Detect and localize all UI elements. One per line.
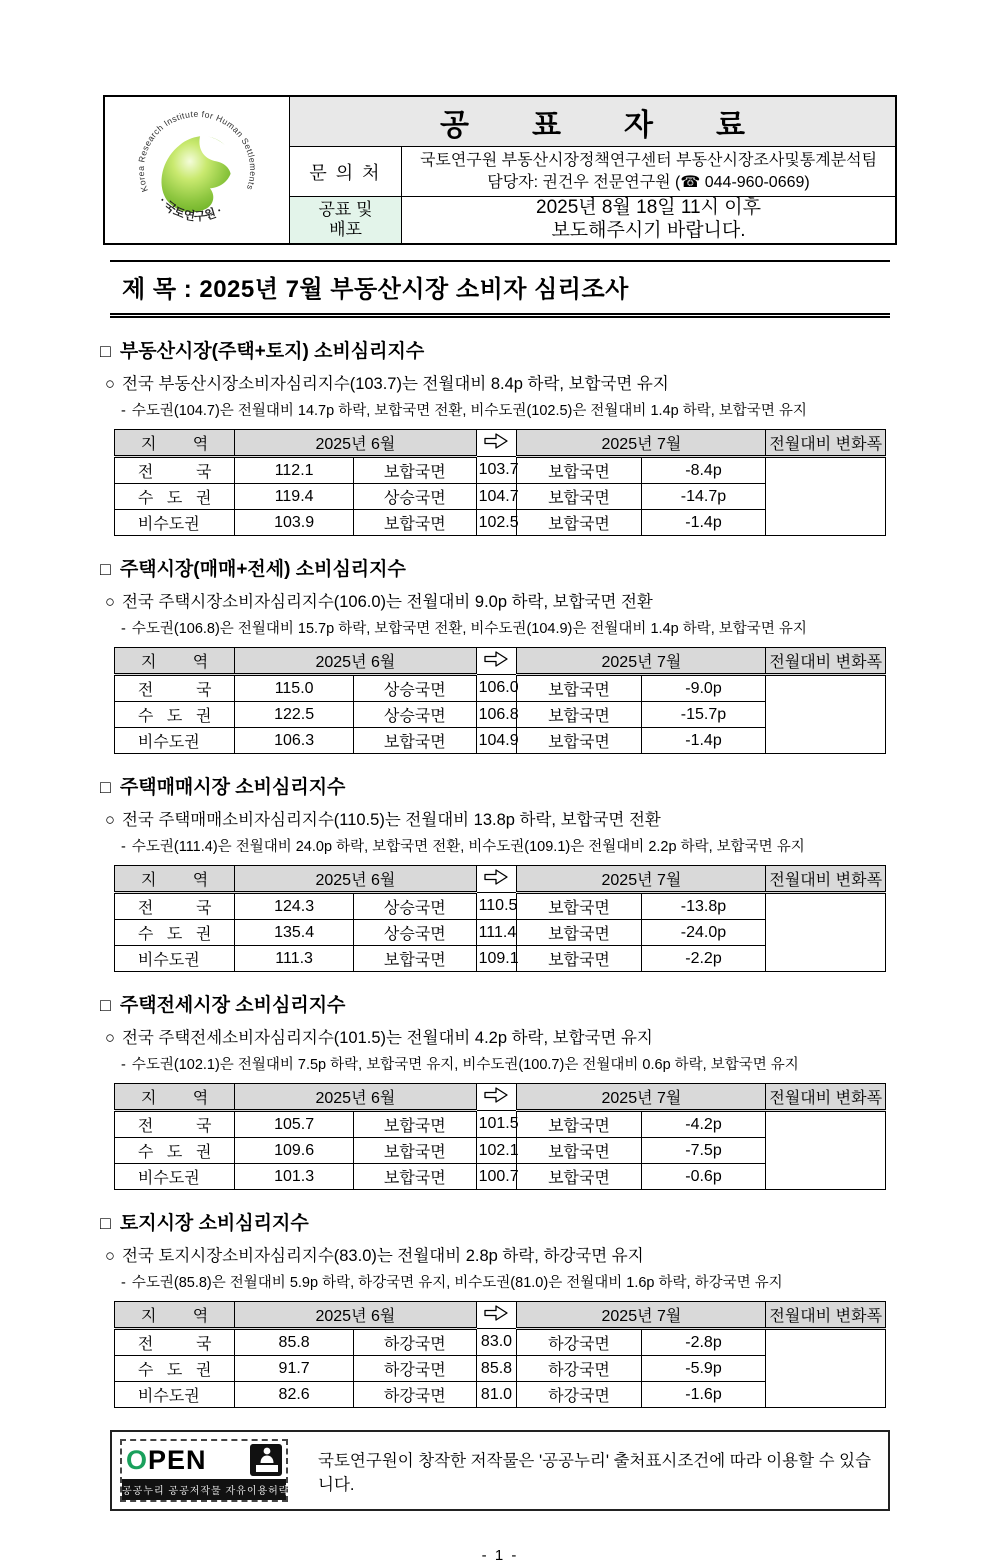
table-header-row [115,1302,886,1329]
sentiment-index-table [114,647,886,754]
cell-change: -7.5p [641,1138,766,1164]
cell-june-value: 105.7 [235,1111,354,1138]
table-header-row [115,648,886,675]
cell-june-phase: 보합국면 [353,1164,476,1190]
cell-june-phase: 상승국면 [353,920,476,946]
table-row-capital [115,702,886,728]
cell-change: -24.0p [641,920,766,946]
cell-july-value: 102.5 [476,510,517,536]
release-row [290,197,895,243]
circle-bullet-icon: ○ [105,811,115,829]
kogl-open-wordmark: OPEN [126,1444,207,1475]
col-header-june: 2025년 6월 [235,430,476,457]
section-summary [105,588,900,612]
contact-label: 문 의 처 [290,147,402,196]
kogl-mark [120,1439,288,1502]
cell-change: -13.8p [641,893,766,920]
contact-content [402,147,895,196]
cell-july-phase: 보합국면 [517,920,641,946]
table-row-noncapital [115,1382,886,1408]
section-subnote [121,399,900,420]
right-arrow-icon [483,1086,509,1104]
cell-june-phase: 상승국면 [353,702,476,728]
section-subnote-text: 수도권(102.1)은 전월대비 7.5p 하락, 보합국면 유지, 비수도권(100.7)은 전월대비 0.6p 하락, 보합국면 유지 [131,1057,799,1073]
col-header-change: 전월대비 변화폭 [766,648,886,675]
kogl-mark-top [122,1441,286,1479]
cell-july-phase: 보합국면 [517,702,641,728]
report-section [100,1208,900,1408]
table-row-capital [115,1356,886,1382]
cell-june-phase: 보합국면 [353,1138,476,1164]
section-heading [100,554,900,581]
license-box [110,1430,890,1511]
right-arrow-icon [483,868,509,886]
arrow-cell [476,430,517,457]
table-row-national [115,1111,886,1138]
cell-june-phase: 하강국면 [353,1356,476,1382]
circle-bullet-icon: ○ [105,593,115,611]
col-header-july: 2025년 7월 [517,1084,766,1111]
cell-july-phase: 하강국면 [517,1329,641,1356]
section-heading-text: 주택전세시장 소비심리지수 [119,995,346,1016]
cell-july-value: 109.1 [476,946,517,972]
cell-change: -1.4p [641,510,766,536]
cell-region: 전 국 [115,457,235,484]
cell-june-phase: 보합국면 [353,1111,476,1138]
square-bullet-icon: □ [100,995,111,1015]
cell-june-phase: 보합국면 [353,510,476,536]
krihs-logo-icon [122,105,272,235]
cell-june-value: 106.3 [235,728,354,754]
report-section [100,554,900,754]
cell-region: 수 도 권 [115,1138,235,1164]
cell-june-value: 109.6 [235,1138,354,1164]
section-subnote-text: 수도권(85.8)은 전월대비 5.9p 하락, 하강국면 유지, 비수도권(81.0)은 전월대비 1.6p 하락, 하강국면 유지 [131,1275,783,1291]
section-subnote-text: 수도권(106.8)은 전월대비 15.7p 하락, 보합국면 전환, 비수도권(104.9)은 전월대비 1.4p 하락, 보합국면 유지 [131,621,807,637]
press-header-box [103,95,897,245]
col-header-july: 2025년 7월 [517,648,766,675]
col-header-july: 2025년 7월 [517,866,766,893]
section-summary [105,1242,900,1266]
cell-july-phase: 하강국면 [517,1382,641,1408]
section-heading-text: 주택시장(매매+전세) 소비심리지수 [119,559,406,580]
arrow-cell [476,866,517,893]
arrow-cell [476,1084,517,1111]
cell-june-phase: 하강국면 [353,1329,476,1356]
col-header-june: 2025년 6월 [235,1302,476,1329]
col-header-july: 2025년 7월 [517,430,766,457]
report-section [100,336,900,536]
page-number: - 1 - [481,1547,519,1564]
cell-july-value: 102.1 [476,1138,517,1164]
kogl-mark-caption: 공공누리 공공저작물 자유이용허락 [122,1479,286,1500]
cell-change: -1.6p [641,1382,766,1408]
cell-change: -5.9p [641,1356,766,1382]
section-summary [105,370,900,394]
sections-container [100,336,900,1408]
section-summary-text: 전국 주택시장소비자심리지수(106.0)는 전월대비 9.0p 하락, 보합국면 전환 [121,593,653,611]
table-header-row [115,866,886,893]
table-header-row [115,1084,886,1111]
cell-june-phase: 상승국면 [353,893,476,920]
arrow-cell [476,648,517,675]
cell-july-phase: 보합국면 [517,728,641,754]
sentiment-index-table [114,865,886,972]
cell-region: 비수도권 [115,1164,235,1190]
release-label [290,197,402,243]
section-summary-text: 전국 부동산시장소비자심리지수(103.7)는 전월대비 8.4p 하락, 보합국면 유지 [121,375,669,393]
report-section [100,990,900,1190]
cell-july-value: 104.7 [476,484,517,510]
cell-change: -15.7p [641,702,766,728]
cell-july-phase: 보합국면 [517,675,641,702]
cell-change: -2.8p [641,1329,766,1356]
cell-region: 수 도 권 [115,484,235,510]
section-heading [100,1208,900,1235]
cell-region: 수 도 권 [115,1356,235,1382]
table-row-national [115,1329,886,1356]
cell-july-value: 83.0 [476,1329,517,1356]
cell-july-phase: 보합국면 [517,484,641,510]
cell-change: -8.4p [641,457,766,484]
table-row-capital [115,484,886,510]
logo-arc-text-bottom: · 국토연구원 · [155,194,225,224]
krihs-logo [105,97,290,243]
dash-bullet-icon: - [121,403,126,419]
cell-region: 수 도 권 [115,920,235,946]
section-heading-text: 주택매매시장 소비심리지수 [119,777,346,798]
section-summary [105,806,900,830]
cell-change: -4.2p [641,1111,766,1138]
section-subnote [121,617,900,638]
section-summary-text: 전국 주택매매소비자심리지수(110.5)는 전월대비 13.8p 하락, 보합국면 전환 [121,811,661,829]
cell-july-value: 101.5 [476,1111,517,1138]
table-row-noncapital [115,728,886,754]
release-label-line1: 공표 및 [318,199,373,219]
section-subnote-text: 수도권(111.4)은 전월대비 24.0p 하락, 보합국면 전환, 비수도권(109.1)은 전월대비 2.2p 하락, 보합국면 유지 [131,839,805,855]
section-heading [100,336,900,363]
section-subnote [121,1271,900,1292]
col-header-region: 지 역 [115,430,235,457]
cell-region: 전 국 [115,1111,235,1138]
sentiment-index-table [114,1083,886,1190]
section-summary [105,1024,900,1048]
cell-june-value: 101.3 [235,1164,354,1190]
col-header-region: 지 역 [115,648,235,675]
sentiment-index-table [114,1301,886,1408]
section-summary-text: 전국 토지시장소비자심리지수(83.0)는 전월대비 2.8p 하락, 하강국면 유지 [121,1247,644,1265]
logo-arc-text-top: Korea Research Institute for Human Settlements [135,108,259,194]
section-subnote [121,1053,900,1074]
cell-region: 전 국 [115,1329,235,1356]
cell-july-phase: 보합국면 [517,510,641,536]
cell-july-phase: 보합국면 [517,946,641,972]
cell-june-phase: 상승국면 [353,675,476,702]
section-heading [100,772,900,799]
col-header-june: 2025년 6월 [235,866,476,893]
square-bullet-icon: □ [100,559,111,579]
dash-bullet-icon: - [121,621,126,637]
cell-june-phase: 보합국면 [353,457,476,484]
section-heading-text: 부동산시장(주택+토지) 소비심리지수 [119,341,425,362]
right-arrow-icon [483,650,509,668]
table-row-noncapital [115,510,886,536]
col-header-change: 전월대비 변화폭 [766,1302,886,1329]
cell-july-value: 85.8 [476,1356,517,1382]
cell-july-phase: 보합국면 [517,457,641,484]
table-row-national [115,675,886,702]
press-title: 공표자료 [290,97,895,147]
cell-june-phase: 보합국면 [353,946,476,972]
cell-july-value: 111.4 [476,920,517,946]
table-header-row [115,430,886,457]
contact-row [290,147,895,197]
cell-june-value: 112.1 [235,457,354,484]
cell-july-phase: 하강국면 [517,1356,641,1382]
table-row-noncapital [115,946,886,972]
cell-june-value: 103.9 [235,510,354,536]
report-section [100,772,900,972]
cell-june-phase: 하강국면 [353,1382,476,1408]
section-heading-text: 토지시장 소비심리지수 [119,1213,309,1234]
document-title: 제 목 : 2025년 7월 부동산시장 소비자 심리조사 [110,260,890,318]
cell-region: 비수도권 [115,728,235,754]
col-header-june: 2025년 6월 [235,648,476,675]
circle-bullet-icon: ○ [105,1247,115,1265]
table-row-capital [115,920,886,946]
release-content [402,197,895,243]
cell-region: 전 국 [115,675,235,702]
col-header-region: 지 역 [115,866,235,893]
table-row-noncapital [115,1164,886,1190]
license-text: 국토연구원이 창작한 저작물은 '공공누리' 출처표시조건에 따라 이용할 수 있습니다. [318,1451,872,1494]
table-row-capital [115,1138,886,1164]
cell-june-value: 111.3 [235,946,354,972]
cell-july-value: 104.9 [476,728,517,754]
cell-june-value: 115.0 [235,675,354,702]
cell-region: 전 국 [115,893,235,920]
release-datetime: 2025년 8월 18일 11시 이후 [536,197,761,219]
person-icon [257,1446,277,1464]
col-header-region: 지 역 [115,1302,235,1329]
dash-bullet-icon: - [121,1275,126,1291]
right-arrow-icon [483,432,509,450]
square-bullet-icon: □ [100,341,111,361]
release-label-line2: 배포 [329,220,362,239]
cell-july-value: 100.7 [476,1164,517,1190]
arrow-cell [476,1302,517,1329]
col-header-july: 2025년 7월 [517,1302,766,1329]
circle-bullet-icon: ○ [105,375,115,393]
right-arrow-icon [483,1304,509,1322]
kogl-attribution-icon [250,1444,282,1476]
cell-june-value: 85.8 [235,1329,354,1356]
cell-change: -9.0p [641,675,766,702]
cell-change: -1.4p [641,728,766,754]
col-header-change: 전월대비 변화폭 [766,1084,886,1111]
cell-june-phase: 보합국면 [353,728,476,754]
cell-july-phase: 보합국면 [517,1138,641,1164]
cell-july-value: 110.5 [476,893,517,920]
cell-june-value: 119.4 [235,484,354,510]
cell-june-value: 122.5 [235,702,354,728]
dash-bullet-icon: - [121,1057,126,1073]
cell-july-phase: 보합국면 [517,1111,641,1138]
square-bullet-icon: □ [100,777,111,797]
cell-july-value: 106.0 [476,675,517,702]
col-header-change: 전월대비 변화폭 [766,430,886,457]
cell-july-phase: 보합국면 [517,1164,641,1190]
cell-region: 비수도권 [115,510,235,536]
cell-june-value: 82.6 [235,1382,354,1408]
dash-bullet-icon: - [121,839,126,855]
cell-july-value: 106.8 [476,702,517,728]
cell-june-value: 135.4 [235,920,354,946]
cell-july-value: 81.0 [476,1382,517,1408]
col-header-region: 지 역 [115,1084,235,1111]
square-bullet-icon: □ [100,1213,111,1233]
cell-region: 비수도권 [115,1382,235,1408]
release-instruction: 보도해주시기 바랍니다. [551,220,746,241]
cell-july-value: 103.7 [476,457,517,484]
section-subnote-text: 수도권(104.7)은 전월대비 14.7p 하락, 보합국면 전환, 비수도권(102.5)은 전월대비 1.4p 하락, 보합국면 유지 [131,403,807,419]
contact-team: 국토연구원 부동산시장정책연구센터 부동산시장조사및통계분석팀 [419,151,878,169]
sentiment-index-table [114,429,886,536]
table-row-national [115,457,886,484]
cell-change: -0.6p [641,1164,766,1190]
cell-change: -2.2p [641,946,766,972]
press-header-right [290,97,895,243]
kogl-badge-strip [256,1465,278,1472]
circle-bullet-icon: ○ [105,1029,115,1047]
cell-june-value: 124.3 [235,893,354,920]
cell-change: -14.7p [641,484,766,510]
cell-region: 수 도 권 [115,702,235,728]
table-row-national [115,893,886,920]
cell-june-phase: 상승국면 [353,484,476,510]
cell-july-phase: 보합국면 [517,893,641,920]
col-header-june: 2025년 6월 [235,1084,476,1111]
cell-june-value: 91.7 [235,1356,354,1382]
col-header-change: 전월대비 변화폭 [766,866,886,893]
section-heading [100,990,900,1017]
contact-person: 담당자: 권건우 전문연구원 (☎ 044-960-0669) [487,173,810,191]
cell-region: 비수도권 [115,946,235,972]
section-subnote [121,835,900,856]
section-summary-text: 전국 주택전세소비자심리지수(101.5)는 전월대비 4.2p 하락, 보합국면 유지 [121,1029,653,1047]
